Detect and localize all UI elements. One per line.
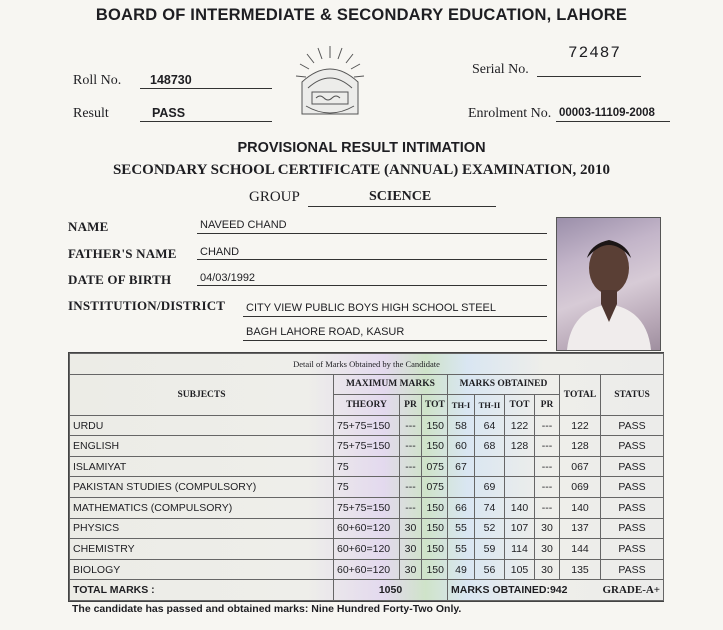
cell-opr: --- [535,415,560,436]
father-value: CHAND [200,246,240,258]
name-label: NAME [68,219,109,234]
cell-opr: --- [535,477,560,498]
cell-status: PASS [601,436,664,457]
footer-statement: The candidate has passed and obtained marks: Nine Hundred Forty-Two Only. [72,603,462,615]
cell-th1: 58 [448,415,475,436]
cell-th1: 55 [448,539,475,560]
cell-theory: 60+60=120 [334,559,400,580]
board-emblem [290,40,370,124]
cell-th2: 52 [475,518,505,539]
dob-underline [197,285,547,286]
table-row [70,477,664,498]
table-row [70,456,664,477]
cell-otot: 122 [505,415,535,436]
serial-value: 72487 [568,44,622,62]
cell-th2: 69 [475,477,505,498]
intimation-title: PROVISIONAL RESULT INTIMATION [237,140,486,156]
cell-subject: CHEMISTRY [70,539,334,560]
cell-tot: 150 [422,415,448,436]
cell-status: PASS [601,456,664,477]
cell-status: PASS [601,415,664,436]
cell-theory: 60+60=120 [334,518,400,539]
cell-otot: 114 [505,539,535,560]
table-row [70,498,664,519]
cell-status: PASS [601,477,664,498]
total-marks-value: 1050 [334,580,448,601]
board-title: BOARD OF INTERMEDIATE & SECONDARY EDUCATION, LAHORE [95,6,628,24]
marks-obtained-value: 942 [549,584,568,597]
roll-value: 148730 [150,73,192,87]
cell-th1 [448,477,475,498]
header-marks-obtained: MARKS OBTAINED [448,374,560,395]
cell-opr: 30 [535,518,560,539]
table-row [70,539,664,560]
cell-th1: 60 [448,436,475,457]
header-th1: TH-I [448,395,475,416]
father-underline [197,259,547,260]
name-underline [197,233,547,234]
cell-otot: 105 [505,559,535,580]
institution-line2: BAGH LAHORE ROAD, KASUR [246,326,405,338]
cell-th1: 55 [448,518,475,539]
cell-th1: 49 [448,559,475,580]
cell-subject: PHYSICS [70,518,334,539]
cell-theory: 75 [334,456,400,477]
cell-subject: MATHEMATICS (COMPULSORY) [70,498,334,519]
table-row [70,415,664,436]
table-header-row [70,374,664,395]
cell-pr: 30 [400,518,422,539]
cell-th2: 74 [475,498,505,519]
header-total: TOTAL [560,374,601,415]
cell-theory: 60+60=120 [334,539,400,560]
cell-tot: 150 [422,559,448,580]
cell-status: PASS [601,539,664,560]
cell-th2 [475,456,505,477]
cell-opr: --- [535,456,560,477]
marks-table [68,352,664,602]
cell-theory: 75 [334,477,400,498]
dob-label: DATE OF BIRTH [68,272,172,287]
cell-tot: 150 [422,498,448,519]
cell-total: 067 [560,456,601,477]
serial-label: Serial No. [472,62,529,77]
student-photo [556,217,661,351]
cell-th2: 56 [475,559,505,580]
totals-row [70,580,664,601]
cell-subject: PAKISTAN STUDIES (COMPULSORY) [70,477,334,498]
cell-pr: 30 [400,539,422,560]
dob-value: 04/03/1992 [200,272,256,284]
cell-total: 135 [560,559,601,580]
cell-tot: 075 [422,477,448,498]
cell-subject: BIOLOGY [70,559,334,580]
cell-tot: 150 [422,436,448,457]
cell-total: 140 [560,498,601,519]
header-subjects: SUBJECTS [70,374,334,415]
cell-th1: 66 [448,498,475,519]
cell-opr: 30 [535,539,560,560]
enrolment-label: Enrolment No. [468,106,552,121]
table-row [70,559,664,580]
cell-th1: 67 [448,456,475,477]
result-label: Result [73,106,109,121]
institution-underline-2 [243,340,547,341]
cell-subject: ISLAMIYAT [70,456,334,477]
group-value: SCIENCE [369,189,432,204]
header-theory: THEORY [334,395,400,416]
cell-otot [505,477,535,498]
marks-obtained-cell [448,580,664,601]
table-caption: Detail of Marks Obtained by the Candidate [70,354,664,375]
roll-label: Roll No. [73,73,122,88]
cell-tot: 075 [422,456,448,477]
cell-subject: URDU [70,415,334,436]
cell-total: 122 [560,415,601,436]
institution-line1: CITY VIEW PUBLIC BOYS HIGH SCHOOL STEEL [246,302,497,314]
institution-underline-1 [243,316,547,317]
cell-pr: --- [400,498,422,519]
header-tot: TOT [422,395,448,416]
cell-theory: 75+75=150 [334,436,400,457]
header-status: STATUS [601,374,664,415]
name-value: NAVEED CHAND [200,219,287,231]
header-obtained-pr: PR [535,395,560,416]
serial-underline [537,76,641,77]
institution-label: INSTITUTION/DISTRICT [68,298,226,313]
cell-th2: 68 [475,436,505,457]
cell-total: 144 [560,539,601,560]
cell-opr: --- [535,498,560,519]
enrolment-value: 00003-11109-2008 [559,107,655,119]
cell-status: PASS [601,498,664,519]
cell-subject: ENGLISH [70,436,334,457]
cell-total: 137 [560,518,601,539]
header-max-marks: MAXIMUM MARKS [334,374,448,395]
table-row [70,518,664,539]
header-th2: TH-II [475,395,505,416]
cell-theory: 75+75=150 [334,498,400,519]
cell-pr: --- [400,477,422,498]
table-row [70,436,664,457]
roll-underline [140,88,272,89]
cell-otot: 107 [505,518,535,539]
cell-pr: 30 [400,559,422,580]
total-marks-label: TOTAL MARKS : [70,580,334,601]
cell-otot: 140 [505,498,535,519]
cell-opr: --- [535,436,560,457]
enrolment-underline [556,121,670,122]
table-caption-row [70,354,664,375]
cell-pr: --- [400,415,422,436]
cell-opr: 30 [535,559,560,580]
header-pr: PR [400,395,422,416]
group-label: GROUP [249,189,300,205]
grade: GRADE-A+ [602,584,661,597]
father-label: FATHER'S NAME [68,246,177,261]
cell-total: 128 [560,436,601,457]
cell-pr: --- [400,456,422,477]
cell-status: PASS [601,518,664,539]
exam-title: SECONDARY SCHOOL CERTIFICATE (ANNUAL) EXAMINATION, 2010 [112,162,611,178]
cell-otot: 128 [505,436,535,457]
cell-th2: 64 [475,415,505,436]
marks-obtained-label: MARKS OBTAINED: [451,584,550,597]
header-obtained-tot: TOT [505,395,535,416]
cell-th2: 59 [475,539,505,560]
cell-tot: 150 [422,539,448,560]
cell-pr: --- [400,436,422,457]
group-underline [308,206,496,207]
cell-otot [505,456,535,477]
cell-status: PASS [601,559,664,580]
result-underline [140,121,272,122]
cell-tot: 150 [422,518,448,539]
cell-total: 069 [560,477,601,498]
cell-theory: 75+75=150 [334,415,400,436]
result-value: PASS [152,106,186,120]
